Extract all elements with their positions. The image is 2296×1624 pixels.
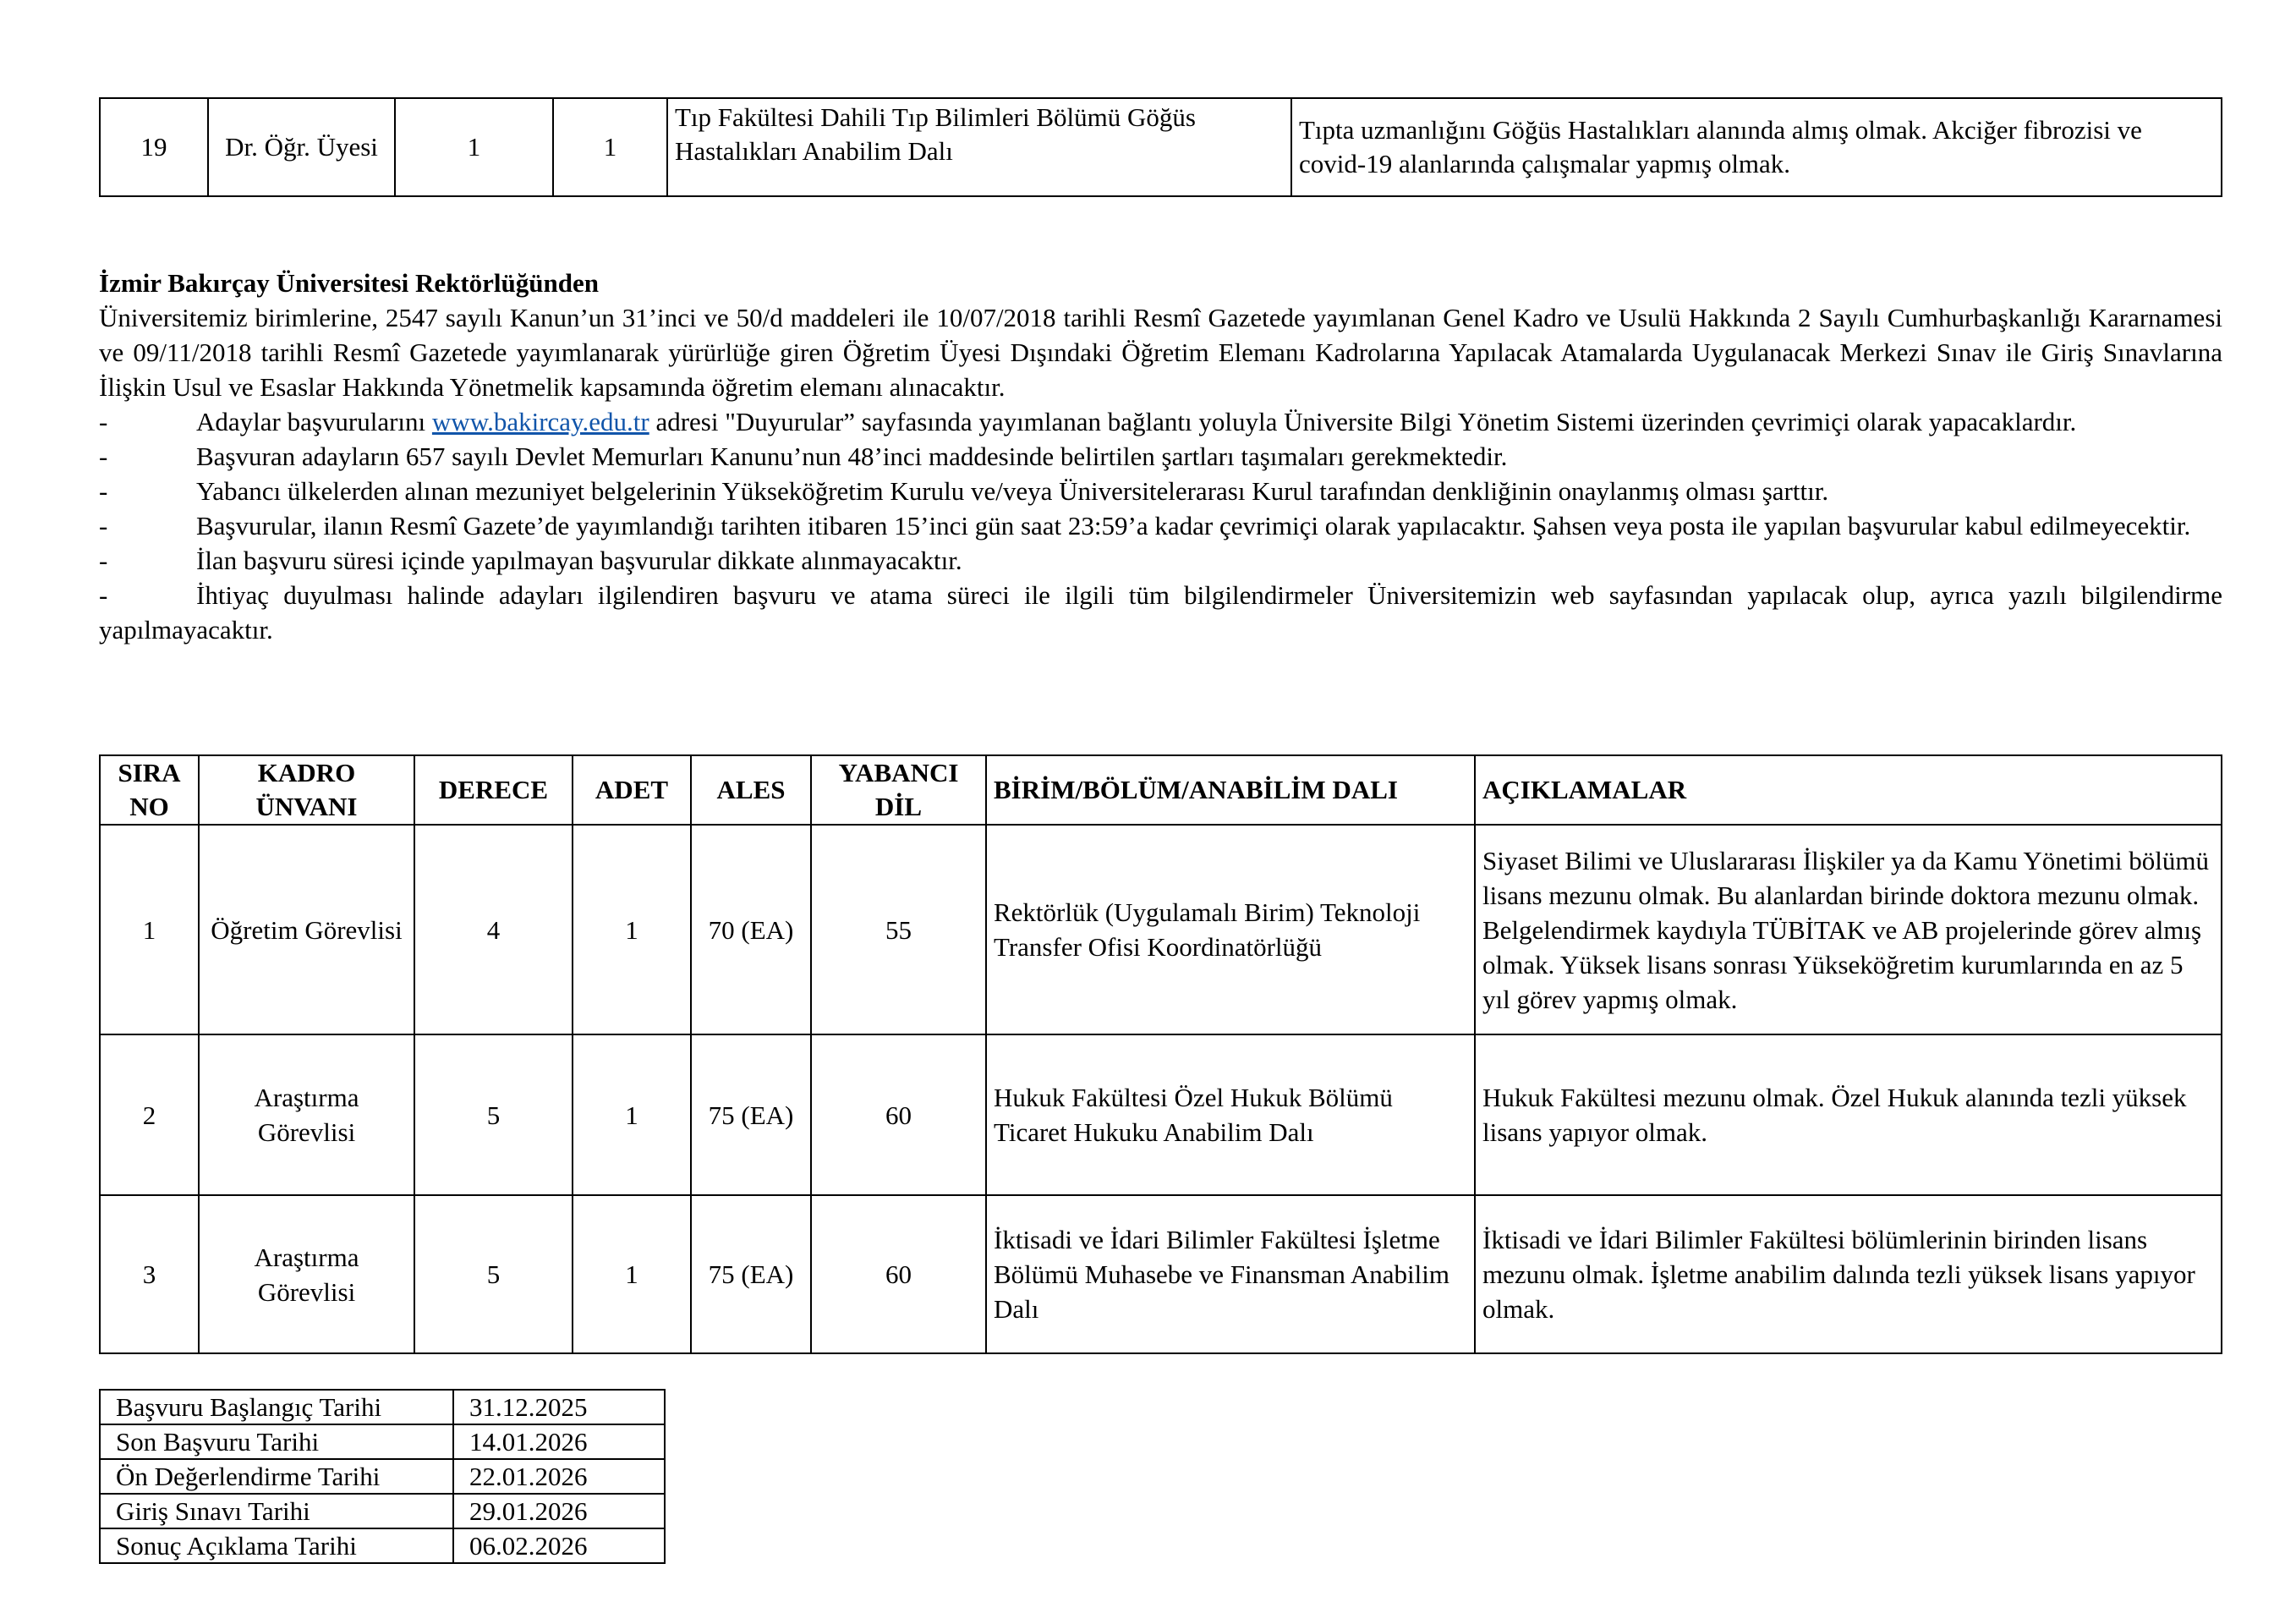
degree-cell: 1 <box>395 98 553 196</box>
date-label: Başvuru Başlangıç Tarihi <box>100 1390 453 1424</box>
date-label: Ön Değerlendirme Tarihi <box>100 1459 453 1494</box>
derece-cell: 4 <box>414 825 573 1034</box>
ales-cell: 75 (EA) <box>691 1195 811 1353</box>
bullet-text: İlan başvuru süresi içinde yapılmayan başvurular dikkate alınmayacaktır. <box>196 546 962 575</box>
date-value: 14.01.2026 <box>453 1424 665 1459</box>
bullet-text: adresi "Duyurular” sayfasında yayımlanan bağlantı yoluyla Üniversite Bilgi Yönetim Sistemi üzerinden çevrimiçi olarak yapacaklardır. <box>655 407 2077 436</box>
kadro-cell: Araştırma Görevlisi <box>199 1195 414 1353</box>
description-cell: Tıpta uzmanlığını Göğüs Hastalıkları alanında almış olmak. Akciğer fibrozisi ve covid-19 alanlarında çalışmalar yapmış olmak. <box>1291 98 2222 196</box>
title-cell: Dr. Öğr. Üyesi <box>208 98 395 196</box>
date-row <box>100 1390 665 1424</box>
aciklama-cell: Hukuk Fakültesi mezunu olmak. Özel Hukuk alanında tezli yüksek lisans yapıyor olmak. <box>1475 1034 2222 1195</box>
date-label: Sonuç Açıklama Tarihi <box>100 1528 453 1563</box>
header-derece: DERECE <box>414 755 573 825</box>
header-ales: ALES <box>691 755 811 825</box>
kadro-cell: Araştırma Görevlisi <box>199 1034 414 1195</box>
date-row <box>100 1424 665 1459</box>
aciklama-cell: İktisadi ve İdari Bilimler Fakültesi bölümlerinin birinden lisans mezunu olmak. İşletme anabilim dalında tezli yüksek lisans yapıyor olmak. <box>1475 1195 2222 1353</box>
date-value: 22.01.2026 <box>453 1459 665 1494</box>
table-header-row <box>100 755 2222 825</box>
adet-cell: 1 <box>573 1195 691 1353</box>
ales-cell: 70 (EA) <box>691 825 811 1034</box>
yabanci-dil-cell: 60 <box>811 1034 986 1195</box>
unit-cell: Tıp Fakültesi Dahili Tıp Bilimleri Bölümü Göğüs Hastalıkları Anabilim Dalı <box>667 98 1291 196</box>
date-label: Giriş Sınavı Tarihi <box>100 1494 453 1528</box>
website-link[interactable]: www.bakircay.edu.tr <box>431 407 649 436</box>
table-row <box>100 825 2222 1034</box>
bullet-marker: - <box>99 546 108 575</box>
table-row <box>100 1195 2222 1353</box>
bullet-item <box>99 543 2222 578</box>
bullet-item <box>99 439 2222 474</box>
sira-cell: 3 <box>100 1195 199 1353</box>
table-row <box>100 1034 2222 1195</box>
row-number: 19 <box>100 98 208 196</box>
date-row <box>100 1494 665 1528</box>
header-birim: BİRİM/BÖLÜM/ANABİLİM DALI <box>986 755 1475 825</box>
header-aciklamalar: AÇIKLAMALAR <box>1475 755 2222 825</box>
sira-cell: 2 <box>100 1034 199 1195</box>
bullet-marker: - <box>99 580 108 610</box>
bullet-text: Yabancı ülkelerden alınan mezuniyet belgelerinin Yükseköğretim Kurulu ve/veya Üniversitelerarası Kurul tarafından denkliğinin onaylanmış olması şarttır. <box>196 476 1829 506</box>
birim-cell: Rektörlük (Uygulamalı Birim) Teknoloji Transfer Ofisi Koordinatörlüğü <box>986 825 1475 1034</box>
announcement-text <box>99 266 2222 647</box>
header-adet: ADET <box>573 755 691 825</box>
bullet-text: Başvuran adayların 657 sayılı Devlet Memurları Kanunu’nun 48’inci maddesinde belirtilen şartları taşımaları gerekmektedir. <box>196 442 1508 471</box>
bullet-item <box>99 578 2222 647</box>
yabanci-dil-cell: 55 <box>811 825 986 1034</box>
bullet-marker: - <box>99 407 108 436</box>
bullet-marker: - <box>99 442 108 471</box>
derece-cell: 5 <box>414 1034 573 1195</box>
date-value: 29.01.2026 <box>453 1494 665 1528</box>
dates-table <box>99 1389 666 1564</box>
adet-cell: 1 <box>573 1034 691 1195</box>
bullet-marker: - <box>99 511 108 540</box>
bullet-item <box>99 474 2222 508</box>
bullet-item <box>99 404 2222 439</box>
announcement-paragraph: Üniversitemiz birimlerine, 2547 sayılı Kanun’un 31’inci ve 50/d maddeleri ile 10/07/2018 tarihli Resmî Gazetede yayımlanan Genel Kadro ve Usulü Hakkında 2 Sayılı Cumhurbaşkanlığı Kararnamesi ve 09/11/2018 tarihli Resmî Gazetede yayımlanarak yürürlüğe giren Öğretim Üyesi Dışındaki Öğretim Elemanı Kadrolarına Yapılacak Atamalarda Uygulanacak Merkezi Sınav ile Giriş Sınavlarına İlişkin Usul ve Esaslar Hakkında Yönetmelik kapsamında öğretim elemanı alınacaktır. <box>99 303 2222 402</box>
date-label: Son Başvuru Tarihi <box>100 1424 453 1459</box>
header-yabanci-dil: YABANCI DİL <box>811 755 986 825</box>
bullet-marker: - <box>99 476 108 506</box>
date-value: 06.02.2026 <box>453 1528 665 1563</box>
sira-cell: 1 <box>100 825 199 1034</box>
derece-cell: 5 <box>414 1195 573 1353</box>
date-row <box>100 1528 665 1563</box>
header-sira-no: SIRA NO <box>100 755 199 825</box>
announcement-heading: İzmir Bakırçay Üniversitesi Rektörlüğünden <box>99 268 599 298</box>
bullet-text: İhtiyaç duyulması halinde adayları ilgilendiren başvuru ve atama süreci ile ilgili tüm bilgilendirmeler Üniversitemizin web sayfasından yapılacak olup, ayrıca yazılı bilgilendirme yapılmayacaktır. <box>99 580 2222 645</box>
positions-table <box>99 754 2222 1354</box>
kadro-cell: Öğretim Görevlisi <box>199 825 414 1034</box>
yabanci-dil-cell: 60 <box>811 1195 986 1353</box>
aciklama-cell: Siyaset Bilimi ve Uluslararası İlişkiler ya da Kamu Yönetimi bölümü lisans mezunu olmak. Bu alanlardan birinde doktora mezunu olmak. Belgelendirmek kaydıyla TÜBİTAK ve AB projelerinde görev almış olmak. Yüksek lisans sonrası Yükseköğretim kurumlarında en az 5 yıl görev yapmış olmak. <box>1475 825 2222 1034</box>
bullet-text: Adaylar başvurularını <box>196 407 426 436</box>
adet-cell: 1 <box>573 825 691 1034</box>
previous-position-table <box>99 97 2222 197</box>
birim-cell: Hukuk Fakültesi Özel Hukuk Bölümü Ticaret Hukuku Anabilim Dalı <box>986 1034 1475 1195</box>
ales-cell: 75 (EA) <box>691 1034 811 1195</box>
header-kadro-unvani: KADRO ÜNVANI <box>199 755 414 825</box>
date-value: 31.12.2025 <box>453 1390 665 1424</box>
count-cell: 1 <box>553 98 667 196</box>
bullet-item <box>99 508 2222 543</box>
date-row <box>100 1459 665 1494</box>
birim-cell: İktisadi ve İdari Bilimler Fakültesi İşletme Bölümü Muhasebe ve Finansman Anabilim Dalı <box>986 1195 1475 1353</box>
bullet-text: Başvurular, ilanın Resmî Gazete’de yayımlandığı tarihten itibaren 15’inci gün saat 23:59’a kadar çevrimiçi olarak yapılacaktır. Şahsen veya posta ile yapılan başvurular kabul edilmeyecektir. <box>196 511 2191 540</box>
table-row <box>100 98 2222 196</box>
